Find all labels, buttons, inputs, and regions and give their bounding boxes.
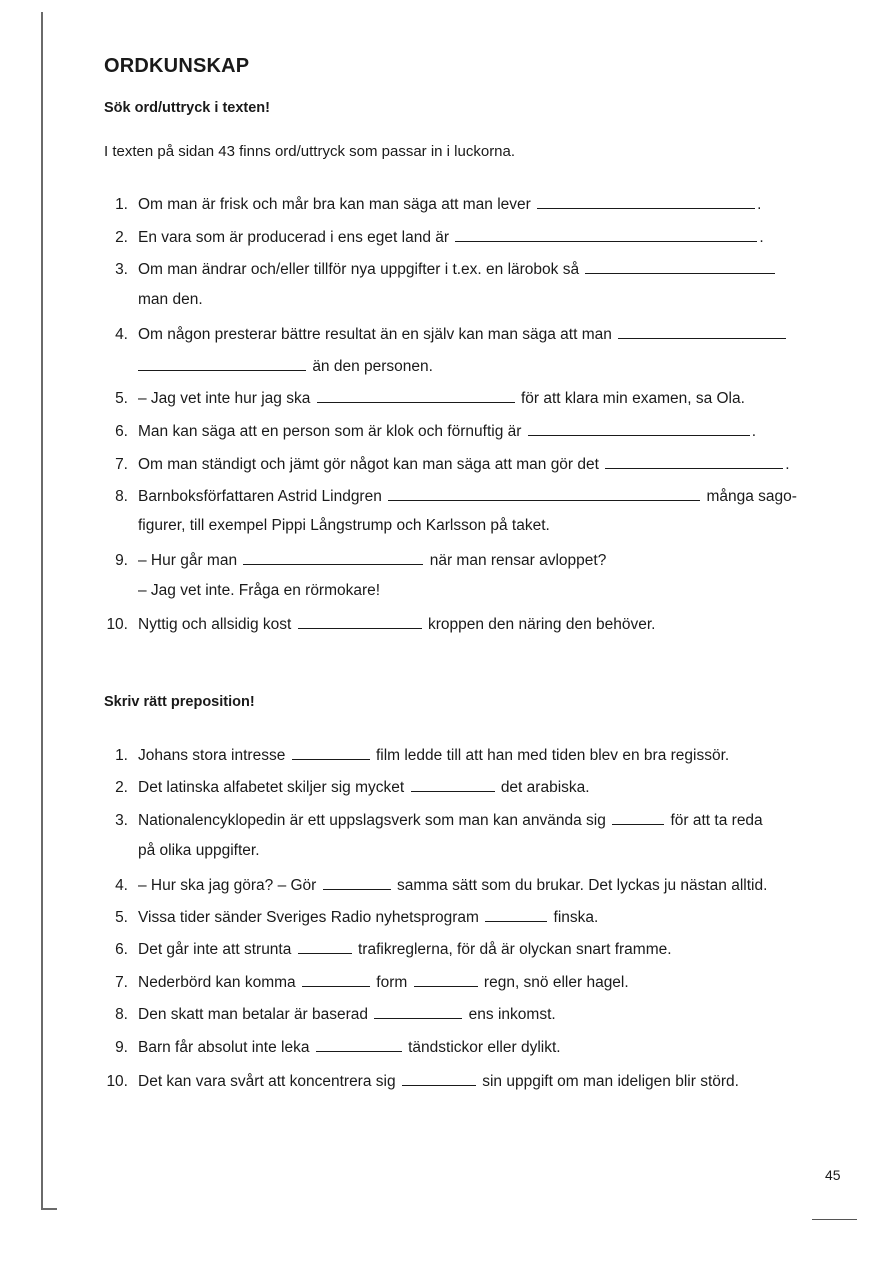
answer-blank[interactable] [537,194,755,209]
exercise1-item: 2. En vara som är producerad i ens eget land är . [115,229,764,246]
section2-heading: Skriv rätt preposition! [104,694,255,710]
answer-blank[interactable] [618,324,786,339]
answer-blank[interactable] [323,875,391,890]
exercise1-item: 7. Om man ständigt och jämt gör något kan man säga att man gör det . [115,456,790,473]
exercise1-item: 3. Om man ändrar och/eller tillför nya uppgifter i t.ex. en lärobok så [104,259,777,279]
exercise1-continuation: figurer, till exempel Pippi Långstrump och Karlsson på taket. [138,517,550,534]
answer-blank[interactable] [605,454,783,469]
exercise2-item: 4. – Hur ska jag göra? – Gör samma sätt som du brukar. Det lyckas ju nästan alltid. [115,877,768,894]
exercise1-item: 5. – Jag vet inte hur jag ska för att klara min examen, sa Ola. [115,390,745,407]
margin-rule [41,12,43,1210]
exercise1-item: 9. – Hur går man när man rensar avloppet? [115,552,607,569]
exercise1-item: 10. Nyttig och allsidig kost kroppen den näring den behöver. [106,616,656,633]
answer-blank[interactable] [138,356,306,371]
answer-blank[interactable] [485,907,547,922]
exercise1-item: 1. Om man är frisk och mår bra kan man säga att man lever . [115,196,762,213]
answer-blank[interactable] [585,259,775,274]
answer-blank[interactable] [388,486,700,501]
exercise2-continuation: på olika uppgifter. [138,842,260,859]
exercise2-item: 6. Det går inte att strunta trafikreglerna, för då är olyckan snart framme. [115,941,672,958]
exercise2-item: 5. Vissa tider sänder Sveriges Radio nyhetsprogram finska. [115,909,599,926]
exercise2-item: 7. Nederbörd kan komma form regn, snö eller hagel. [115,974,629,991]
answer-blank[interactable] [292,745,370,760]
exercise1-continuation: än den personen. [138,356,433,376]
margin-rule-foot [41,1208,57,1210]
answer-blank[interactable] [414,972,478,987]
section1-intro: I texten på sidan 43 finns ord/uttryck som passar in i luckorna. [104,143,516,160]
exercise2-item: 10. Det kan vara svårt att koncentrera sig sin uppgift om man ideligen blir störd. [106,1073,739,1090]
answer-blank[interactable] [455,227,757,242]
page-title: ORDKUNSKAP [104,55,250,77]
answer-blank[interactable] [298,939,352,954]
answer-blank[interactable] [374,1004,462,1019]
exercise2-item: 9. Barn får absolut inte leka tändstickor eller dylikt. [115,1039,561,1056]
footer-rule [812,1219,857,1220]
exercise2-item: 1. Johans stora intresse film ledde till att han med tiden blev en bra regissör. [115,747,730,764]
answer-blank[interactable] [298,614,422,629]
page-number: 45 [825,1167,841,1183]
answer-blank[interactable] [317,388,515,403]
exercise2-item: 8. Den skatt man betalar är baserad ens inkomst. [115,1006,556,1023]
exercise1-continuation: – Jag vet inte. Fråga en rörmokare! [138,582,381,599]
exercise1-item: 8. Barnboksförfattaren Astrid Lindgren många sago- [115,488,797,505]
section1-heading: Sök ord/uttryck i texten! [104,100,270,116]
exercise2-item: 2. Det latinska alfabetet skiljer sig mycket det arabiska. [115,779,590,796]
answer-blank[interactable] [243,550,423,565]
answer-blank[interactable] [402,1071,476,1086]
answer-blank[interactable] [302,972,370,987]
answer-blank[interactable] [528,421,750,436]
exercise1-item: 6. Man kan säga att en person som är klok och förnuftig är . [115,423,757,440]
exercise1-item: 4. Om någon presterar bättre resultat än en själv kan man säga att man [104,324,788,344]
answer-blank[interactable] [316,1037,402,1052]
answer-blank[interactable] [411,777,495,792]
answer-blank[interactable] [612,810,664,825]
exercise1-continuation: man den. [138,291,203,308]
exercise2-item: 3. Nationalencyklopedin är ett uppslagsverk som man kan använda sig för att ta reda [115,812,763,829]
